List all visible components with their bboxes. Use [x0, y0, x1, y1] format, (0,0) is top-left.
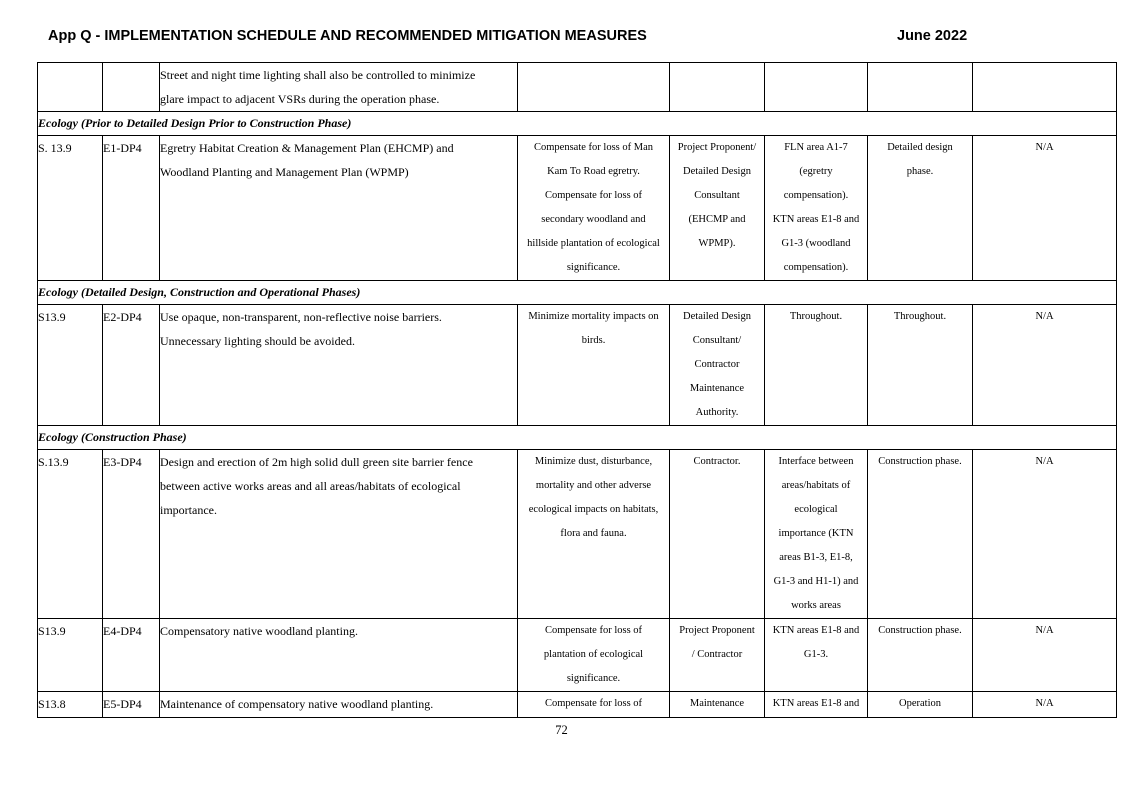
- cell-line: areas/habitats of: [781, 480, 851, 491]
- description-cell: [160, 692, 518, 718]
- cell-line: plantation of ecological: [543, 649, 644, 660]
- code-cell: E5-DP4: [103, 692, 160, 718]
- page-number: 72: [555, 723, 568, 737]
- description-cell: [160, 136, 518, 281]
- cell-line: KTN areas E1-8 and: [772, 698, 860, 709]
- location-cell: [765, 305, 868, 426]
- table-row: [38, 63, 1117, 112]
- implementation-agent-cell: [670, 305, 765, 426]
- table-row: [38, 136, 1117, 281]
- reference-cell: S.13.9: [38, 450, 103, 619]
- code-cell: [103, 63, 160, 112]
- objective-cell: [518, 619, 670, 692]
- cell-line: Detailed design: [887, 142, 953, 153]
- cell-line: hillside plantation of ecological: [527, 238, 660, 249]
- location-cell: [765, 63, 868, 112]
- requirement-cell: [973, 619, 1117, 692]
- cell-line: mortality and other adverse: [535, 480, 652, 491]
- requirement-cell: [973, 305, 1117, 426]
- cell-line: Kam To Road egretry.: [547, 166, 640, 177]
- table-body: [38, 63, 1117, 718]
- timing-cell: [868, 692, 973, 718]
- implementation-agent-cell: [670, 450, 765, 619]
- timing-cell: [868, 305, 973, 426]
- cell-line: significance.: [566, 673, 621, 684]
- cell-line: works areas: [791, 600, 841, 611]
- implementation-schedule-table: [37, 62, 1117, 718]
- cell-line: N/A: [1035, 698, 1054, 709]
- cell-line: N/A: [1035, 456, 1054, 467]
- cell-line: Contractor.: [693, 456, 741, 467]
- cell-line: WPMP).: [698, 238, 736, 249]
- cell-line: (egretry: [799, 166, 833, 177]
- cell-line: areas B1-3, E1-8,: [779, 552, 853, 563]
- section-heading: Ecology (Prior to Detailed Design Prior to Construction Phase): [38, 112, 1117, 136]
- location-cell: [765, 136, 868, 281]
- implementation-agent-cell: [670, 63, 765, 112]
- objective-cell: [518, 136, 670, 281]
- cell-line: birds.: [581, 335, 606, 346]
- cell-line: Project Proponent: [679, 625, 755, 636]
- cell-line: significance.: [566, 262, 621, 273]
- cell-line: KTN areas E1-8 and: [772, 625, 860, 636]
- cell-line: Authority.: [695, 407, 739, 418]
- cell-line: N/A: [1035, 142, 1054, 153]
- cell-line: Operation: [899, 698, 941, 709]
- objective-cell: [518, 63, 670, 112]
- cell-line: Woodland Planting and Management Plan (WPMP): [160, 165, 409, 179]
- description-cell: [160, 619, 518, 692]
- cell-line: Compensate for loss of: [544, 190, 643, 201]
- cell-line: KTN areas E1-8 and: [772, 214, 860, 225]
- cell-line: importance.: [160, 503, 217, 517]
- cell-line: Interface between: [778, 456, 854, 467]
- cell-line: Minimize dust, disturbance,: [534, 456, 653, 467]
- cell-line: G1-3.: [803, 649, 829, 660]
- cell-line: ecological impacts on habitats,: [528, 504, 659, 515]
- cell-line: Throughout.: [789, 311, 843, 322]
- cell-line: Construction phase.: [878, 456, 962, 467]
- implementation-agent-cell: [670, 136, 765, 281]
- location-cell: [765, 692, 868, 718]
- section-heading-row: [38, 281, 1117, 305]
- document-date: June 2022: [897, 28, 968, 44]
- cell-line: secondary woodland and: [541, 214, 646, 225]
- objective-cell: [518, 450, 670, 619]
- table-row: [38, 692, 1117, 718]
- code-cell: E1-DP4: [103, 136, 160, 281]
- cell-line: FLN area A1-7: [784, 142, 848, 153]
- cell-line: Maintenance of compensatory native woodland planting.: [160, 697, 434, 711]
- requirement-cell: [973, 63, 1117, 112]
- description-cell: [160, 305, 518, 426]
- code-cell: E2-DP4: [103, 305, 160, 426]
- requirement-cell: [973, 136, 1117, 281]
- description-cell: [160, 450, 518, 619]
- cell-line: between active works areas and all areas/habitats of ecological: [160, 479, 461, 493]
- objective-cell: [518, 305, 670, 426]
- cell-line: Detailed Design: [683, 166, 751, 177]
- cell-line: Design and erection of 2m high solid dull green site barrier fence: [160, 455, 473, 469]
- objective-cell: [518, 692, 670, 718]
- section-heading: Ecology (Detailed Design, Construction and Operational Phases): [38, 281, 1117, 305]
- implementation-agent-cell: [670, 692, 765, 718]
- cell-line: / Contractor: [691, 649, 743, 660]
- cell-line: Project Proponent/: [677, 142, 757, 153]
- timing-cell: [868, 63, 973, 112]
- reference-cell: S13.8: [38, 692, 103, 718]
- location-cell: [765, 450, 868, 619]
- table-row: [38, 305, 1117, 426]
- cell-line: Consultant/: [692, 335, 742, 346]
- cell-line: Street and night time lighting shall also be controlled to minimize: [160, 68, 476, 82]
- cell-line: Use opaque, non-transparent, non-reflective noise barriers.: [160, 310, 442, 324]
- table-row: [38, 450, 1117, 619]
- timing-cell: [868, 619, 973, 692]
- cell-line: G1-3 and H1-1) and: [773, 576, 859, 587]
- location-cell: [765, 619, 868, 692]
- requirement-cell: [973, 450, 1117, 619]
- cell-line: Minimize mortality impacts on: [528, 311, 659, 322]
- cell-line: Compensatory native woodland planting.: [160, 624, 358, 638]
- cell-line: Maintenance: [689, 698, 745, 709]
- reference-cell: [38, 63, 103, 112]
- cell-line: glare impact to adjacent VSRs during the operation phase.: [160, 92, 440, 106]
- cell-line: Consultant: [694, 190, 740, 201]
- description-cell: [160, 63, 518, 112]
- cell-line: Compensate for loss of: [544, 698, 643, 709]
- document-title: App Q - IMPLEMENTATION SCHEDULE AND RECOMMENDED MITIGATION MEASURES: [48, 28, 647, 44]
- reference-cell: S. 13.9: [38, 136, 103, 281]
- cell-line: Throughout.: [893, 311, 947, 322]
- cell-line: (EHCMP and: [688, 214, 746, 225]
- code-cell: E3-DP4: [103, 450, 160, 619]
- cell-line: Egretry Habitat Creation & Management Plan (EHCMP) and: [160, 141, 454, 155]
- cell-line: importance (KTN: [778, 528, 854, 539]
- cell-line: Unnecessary lighting should be avoided.: [160, 334, 355, 348]
- cell-line: N/A: [1035, 311, 1054, 322]
- cell-line: compensation).: [783, 190, 849, 201]
- cell-line: flora and fauna.: [560, 528, 627, 539]
- cell-line: Maintenance: [689, 383, 745, 394]
- cell-line: compensation).: [783, 262, 849, 273]
- code-cell: E4-DP4: [103, 619, 160, 692]
- table-row: [38, 619, 1117, 692]
- timing-cell: [868, 450, 973, 619]
- cell-line: N/A: [1035, 625, 1054, 636]
- cell-line: ecological: [794, 504, 838, 515]
- cell-line: Contractor: [694, 359, 740, 370]
- cell-line: Compensate for loss of: [544, 625, 643, 636]
- section-heading: Ecology (Construction Phase): [38, 426, 1117, 450]
- section-heading-row: [38, 426, 1117, 450]
- requirement-cell: [973, 692, 1117, 718]
- timing-cell: [868, 136, 973, 281]
- section-heading-row: [38, 112, 1117, 136]
- cell-line: Detailed Design: [683, 311, 751, 322]
- cell-line: Compensate for loss of Man: [534, 142, 653, 153]
- implementation-agent-cell: [670, 619, 765, 692]
- reference-cell: S13.9: [38, 619, 103, 692]
- reference-cell: S13.9: [38, 305, 103, 426]
- cell-line: phase.: [906, 166, 934, 177]
- cell-line: Construction phase.: [878, 625, 962, 636]
- cell-line: G1-3 (woodland: [781, 238, 851, 249]
